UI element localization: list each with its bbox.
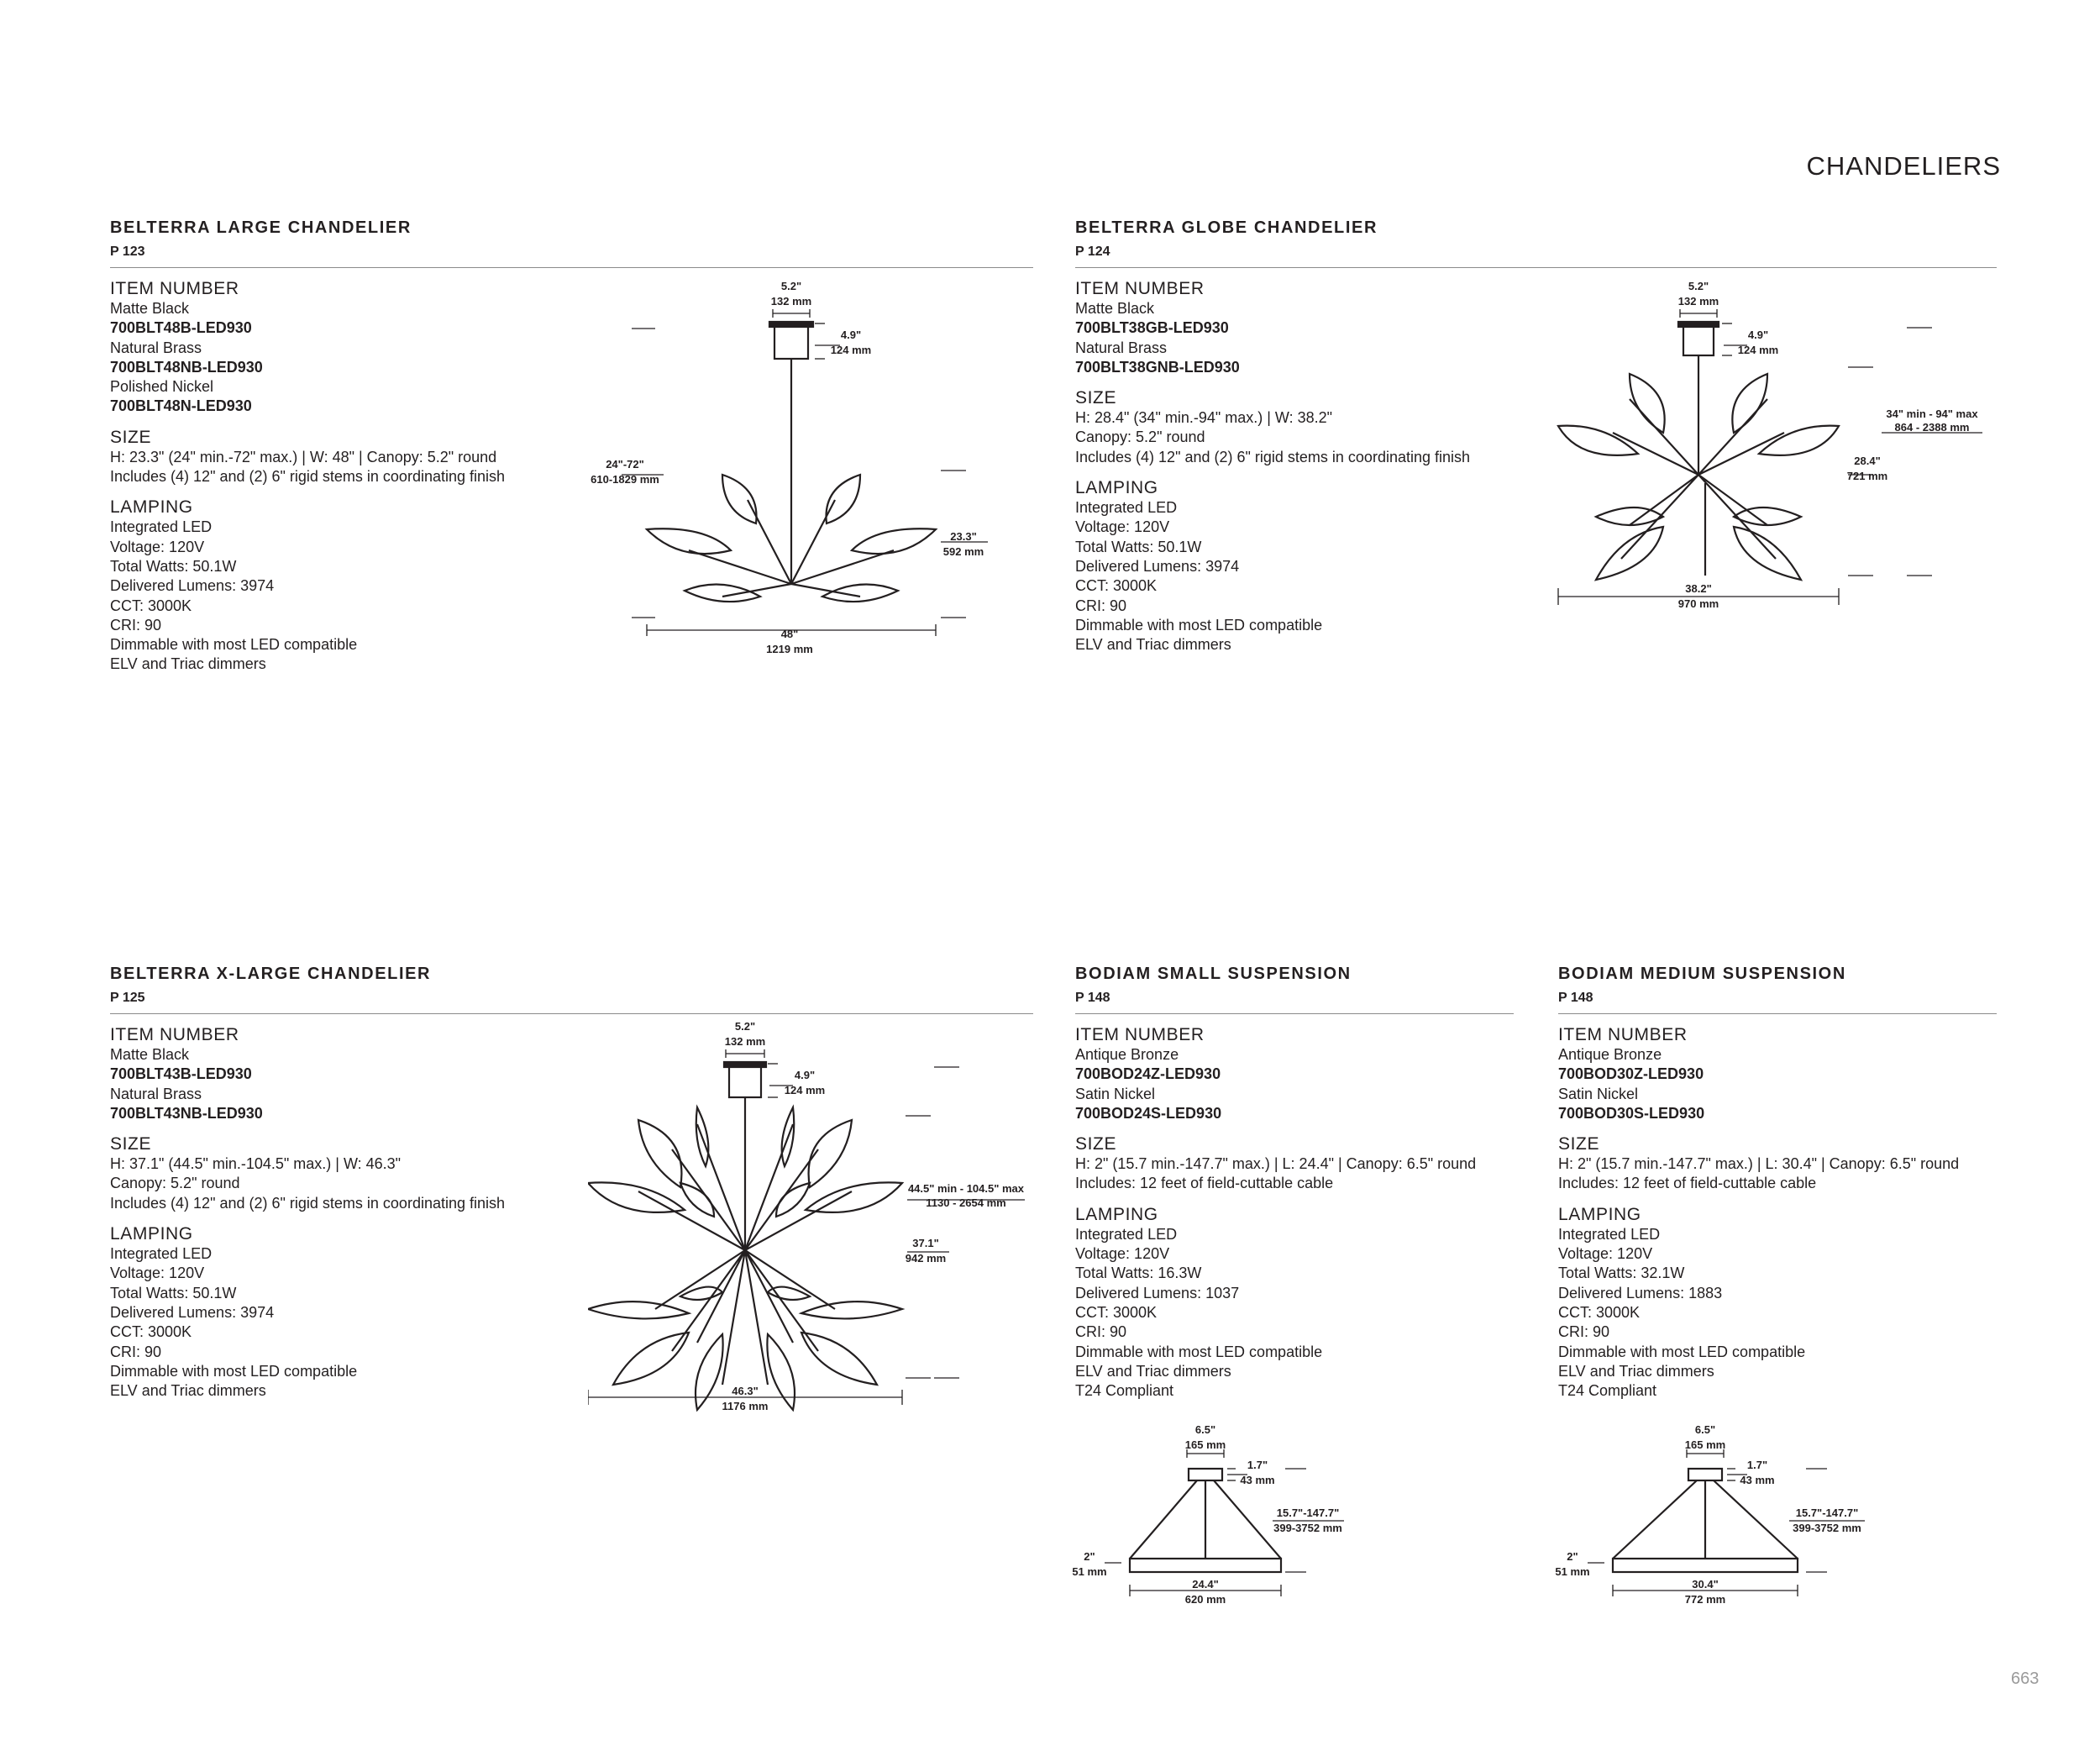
- dim-overall-height-mm: 399-3752 mm: [1793, 1522, 1861, 1534]
- finish-name: Antique Bronze: [1558, 1046, 1662, 1063]
- size-line: Includes (4) 12" and (2) 6" rigid stems in coordinating finish: [1075, 448, 1471, 465]
- finish-name: Satin Nickel: [1558, 1085, 1639, 1102]
- size-heading: SIZE: [110, 427, 152, 447]
- dim-canopy-height-in: 4.9": [1747, 329, 1769, 341]
- dim-overall-height-in: 15.7"-147.7": [1795, 1506, 1859, 1519]
- dim-overall-height-in: 44.5" min - 104.5" max: [907, 1182, 1025, 1195]
- finish-name: Natural Brass: [1075, 339, 1168, 356]
- divider: [1075, 267, 1997, 268]
- lamping-line: Total Watts: 50.1W: [1075, 538, 1202, 555]
- size-section: [1558, 1134, 1997, 1194]
- divider: [110, 1013, 1033, 1014]
- dim-height-mm: 592 mm: [942, 545, 984, 558]
- lamping-line: Dimmable with most LED compatible: [1075, 616, 1323, 634]
- product-title: BELTERRA X-LARGE CHANDELIER: [110, 965, 432, 983]
- page-number: 663: [2011, 1669, 2040, 1688]
- size-line: H: 37.1" (44.5" min.-104.5" max.) | W: 46.3": [110, 1155, 402, 1173]
- lamping-line: Integrated LED: [110, 518, 213, 536]
- product-title: BODIAM SMALL SUSPENSION: [1075, 965, 1352, 983]
- lamping-line: T24 Compliant: [1075, 1382, 1174, 1400]
- chandelier-drawing: [588, 273, 1008, 668]
- dim-width-in: 48": [780, 628, 799, 640]
- dim-width-mm: 1219 mm: [766, 643, 813, 655]
- dim-width-in: 46.3": [732, 1385, 759, 1397]
- lamping-line: Total Watts: 16.3W: [1075, 1265, 1202, 1282]
- lamping-line: CCT: 3000K: [110, 1323, 192, 1341]
- lamping-line: CCT: 3000K: [1075, 1303, 1158, 1321]
- lamping-line: CCT: 3000K: [1075, 577, 1158, 595]
- lamping-heading: LAMPING: [1075, 1204, 1158, 1224]
- product-bodiam-small: [1075, 963, 1514, 1412]
- lamping-line: Delivered Lumens: 1883: [1558, 1284, 1723, 1301]
- dim-overall-height-mm: 864 - 2388 mm: [1894, 421, 1970, 434]
- dim-canopy-height-mm: 124 mm: [1737, 344, 1779, 356]
- suspension-drawing: [1071, 1420, 1365, 1617]
- dim-height-in: 2": [1084, 1550, 1095, 1563]
- item-number-section: [1075, 1025, 1514, 1123]
- lamping-line: Integrated LED: [1075, 499, 1178, 517]
- lamping-line: Voltage: 120V: [1075, 1245, 1170, 1263]
- chandelier-drawing: [588, 1015, 1042, 1418]
- lamping-line: Integrated LED: [1558, 1225, 1661, 1243]
- category-title: CHANDELIERS: [1806, 151, 2001, 181]
- dim-overall-height-mm: 610-1829 mm: [591, 473, 659, 486]
- product-page-ref: P 124: [1075, 245, 1110, 259]
- size-line: H: 2" (15.7 min.-147.7" max.) | L: 24.4" | Canopy: 6.5" round: [1075, 1155, 1477, 1173]
- dim-height-in: 23.3": [950, 530, 977, 543]
- item-number-section: [1558, 1025, 1997, 1123]
- lamping-line: ELV and Triac dimmers: [1075, 636, 1231, 654]
- product-title: BELTERRA LARGE CHANDELIER: [110, 218, 412, 237]
- size-line: Includes: 12 feet of field-cuttable cable: [1075, 1175, 1334, 1192]
- dim-canopy-height-mm: 43 mm: [1740, 1474, 1775, 1486]
- lamping-line: Voltage: 120V: [1075, 518, 1170, 536]
- lamping-line: CRI: 90: [110, 616, 162, 634]
- size-line: Includes (4) 12" and (2) 6" rigid stems in coordinating finish: [110, 1194, 506, 1212]
- divider: [1558, 1013, 1997, 1014]
- dim-canopy-height-in: 1.7": [1247, 1459, 1268, 1471]
- lamping-line: ELV and Triac dimmers: [1558, 1362, 1714, 1380]
- item-code: 700BLT38GB-LED930: [1075, 319, 1229, 337]
- size-heading: SIZE: [110, 1134, 152, 1154]
- dim-width-mm: 620 mm: [1184, 1593, 1226, 1606]
- lamping-line: Integrated LED: [1075, 1225, 1178, 1243]
- lamping-line: CRI: 90: [1075, 1323, 1127, 1341]
- dim-canopy-height-in: 4.9": [840, 329, 862, 341]
- divider: [1075, 1013, 1514, 1014]
- dimension-drawing-belterra-large: [588, 273, 1008, 668]
- finish-name: Matte Black: [110, 1046, 190, 1063]
- lamping-line: Voltage: 120V: [110, 538, 205, 555]
- size-line: Canopy: 5.2" round: [1075, 429, 1205, 446]
- lamping-line: CRI: 90: [110, 1343, 162, 1360]
- size-heading: SIZE: [1558, 1134, 1600, 1154]
- lamping-line: Delivered Lumens: 3974: [110, 577, 275, 595]
- lamping-line: Total Watts: 32.1W: [1558, 1265, 1685, 1282]
- lamping-line: CCT: 3000K: [110, 597, 192, 614]
- dim-canopy-height-mm: 43 mm: [1240, 1474, 1275, 1486]
- dim-canopy-mm: 165 mm: [1684, 1438, 1726, 1451]
- lamping-heading: LAMPING: [110, 1224, 193, 1244]
- item-code: 700BOD30S-LED930: [1558, 1104, 1705, 1122]
- dim-overall-height-in: 34" min - 94" max: [1886, 408, 1978, 420]
- dim-overall-height-in: 15.7"-147.7": [1276, 1506, 1340, 1519]
- dim-canopy-mm: 132 mm: [770, 295, 812, 308]
- lamping-heading: LAMPING: [1075, 478, 1158, 498]
- item-code: 700BLT43B-LED930: [110, 1065, 252, 1083]
- lamping-line: Dimmable with most LED compatible: [110, 1362, 358, 1380]
- dim-canopy-mm: 132 mm: [1677, 295, 1719, 308]
- dim-canopy-height-in: 1.7": [1746, 1459, 1768, 1471]
- dim-width-mm: 1176 mm: [722, 1400, 769, 1412]
- dim-width-mm: 970 mm: [1677, 597, 1719, 610]
- size-line: H: 2" (15.7 min.-147.7" max.) | L: 30.4" | Canopy: 6.5" round: [1558, 1155, 1960, 1173]
- dim-height-mm: 51 mm: [1555, 1565, 1590, 1578]
- size-line: H: 28.4" (34" min.-94" max.) | W: 38.2": [1075, 409, 1333, 427]
- dim-height-in: 28.4": [1854, 455, 1881, 467]
- dim-width-in: 38.2": [1685, 582, 1712, 595]
- item-code: 700BOD30Z-LED930: [1558, 1065, 1704, 1083]
- dim-canopy-height-mm: 124 mm: [784, 1084, 826, 1096]
- lamping-line: Dimmable with most LED compatible: [1558, 1343, 1806, 1360]
- dim-overall-height-mm: 1130 - 2654 mm: [926, 1196, 1006, 1209]
- lamping-line: ELV and Triac dimmers: [110, 655, 266, 673]
- divider: [110, 267, 1033, 268]
- dim-canopy-mm: 165 mm: [1184, 1438, 1226, 1451]
- dim-canopy-in: 6.5": [1694, 1423, 1716, 1436]
- size-section: [1075, 1134, 1514, 1194]
- dimension-drawing-bodiam-medium: [1554, 1420, 1873, 1617]
- spec-block: [1558, 1025, 1997, 1401]
- finish-name: Natural Brass: [110, 1085, 202, 1102]
- dimension-drawing-belterra-globe: [1546, 273, 1982, 618]
- lamping-line: T24 Compliant: [1558, 1382, 1657, 1400]
- lamping-line: Total Watts: 50.1W: [110, 1284, 237, 1301]
- dim-width-mm: 772 mm: [1684, 1593, 1726, 1606]
- suspension-drawing: [1554, 1420, 1873, 1617]
- product-page-ref: P 148: [1075, 991, 1110, 1005]
- item-number-heading: ITEM NUMBER: [1075, 1025, 1205, 1044]
- dim-height-mm: 942 mm: [905, 1252, 947, 1265]
- dim-height-mm: 51 mm: [1072, 1565, 1107, 1578]
- dim-canopy-in: 6.5": [1194, 1423, 1216, 1436]
- product-page-ref: P 148: [1558, 991, 1593, 1005]
- size-line: Includes (4) 12" and (2) 6" rigid stems in coordinating finish: [110, 468, 506, 486]
- size-line: Canopy: 5.2" round: [110, 1175, 240, 1192]
- lamping-heading: LAMPING: [1558, 1204, 1641, 1224]
- item-number-heading: ITEM NUMBER: [110, 279, 239, 298]
- lamping-line: CRI: 90: [1075, 597, 1127, 614]
- lamping-section: [1075, 1205, 1514, 1401]
- lamping-line: Delivered Lumens: 3974: [1075, 557, 1240, 575]
- dim-canopy-height-in: 4.9": [794, 1069, 816, 1081]
- item-code: 700BLT48NB-LED930: [110, 358, 263, 376]
- finish-name: Matte Black: [110, 300, 190, 317]
- item-code: 700BLT38GNB-LED930: [1075, 358, 1240, 376]
- lamping-line: CCT: 3000K: [1558, 1303, 1641, 1321]
- item-number-heading: ITEM NUMBER: [1075, 279, 1205, 298]
- lamping-line: Delivered Lumens: 1037: [1075, 1284, 1240, 1301]
- size-line: Includes: 12 feet of field-cuttable cable: [1558, 1175, 1817, 1192]
- dim-canopy-height-mm: 124 mm: [830, 344, 872, 356]
- size-line: H: 23.3" (24" min.-72" max.) | W: 48" | Canopy: 5.2" round: [110, 448, 497, 465]
- item-number-heading: ITEM NUMBER: [1558, 1025, 1688, 1044]
- finish-name: Antique Bronze: [1075, 1046, 1179, 1063]
- product-page-ref: P 125: [110, 991, 145, 1005]
- dim-height-in: 2": [1567, 1550, 1578, 1563]
- size-heading: SIZE: [1075, 1134, 1117, 1154]
- dim-overall-height-in: 24"-72": [606, 458, 644, 471]
- item-code: 700BLT48B-LED930: [110, 319, 252, 337]
- lamping-line: Voltage: 120V: [1558, 1245, 1653, 1263]
- lamping-line: Voltage: 120V: [110, 1265, 205, 1282]
- lamping-line: ELV and Triac dimmers: [110, 1382, 266, 1400]
- lamping-line: Total Watts: 50.1W: [110, 557, 237, 575]
- dim-height-mm: 721 mm: [1846, 470, 1888, 482]
- lamping-line: Delivered Lumens: 3974: [110, 1303, 275, 1321]
- dim-canopy-mm: 132 mm: [724, 1035, 766, 1048]
- dim-canopy-in: 5.2": [1688, 280, 1709, 292]
- dim-overall-height-mm: 399-3752 mm: [1273, 1522, 1342, 1534]
- product-page-ref: P 123: [110, 245, 145, 259]
- chandelier-drawing: [1546, 273, 1982, 618]
- lamping-line: Dimmable with most LED compatible: [110, 636, 358, 654]
- dim-height-in: 37.1": [912, 1237, 939, 1249]
- item-code: 700BLT48N-LED930: [110, 397, 252, 415]
- dimension-drawing-bodiam-small: [1071, 1420, 1365, 1617]
- spec-block: [1075, 1025, 1514, 1401]
- lamping-line: CRI: 90: [1558, 1323, 1610, 1341]
- lamping-line: Integrated LED: [110, 1245, 213, 1263]
- product-title: BELTERRA GLOBE CHANDELIER: [1075, 218, 1378, 237]
- size-heading: SIZE: [1075, 388, 1117, 408]
- dimension-drawing-belterra-x-large: [588, 1015, 1042, 1418]
- dim-width-in: 24.4": [1192, 1578, 1219, 1591]
- item-number-heading: ITEM NUMBER: [110, 1025, 239, 1044]
- finish-name: Polished Nickel: [110, 378, 214, 396]
- finish-name: Natural Brass: [110, 339, 202, 356]
- item-code: 700BLT43NB-LED930: [110, 1104, 263, 1122]
- lamping-section: [1558, 1205, 1997, 1401]
- finish-name: Satin Nickel: [1075, 1085, 1156, 1102]
- product-bodiam-medium: [1558, 963, 1997, 1412]
- finish-name: Matte Black: [1075, 300, 1155, 317]
- lamping-line: ELV and Triac dimmers: [1075, 1362, 1231, 1380]
- lamping-line: Dimmable with most LED compatible: [1075, 1343, 1323, 1360]
- product-title: BODIAM MEDIUM SUSPENSION: [1558, 965, 1846, 983]
- dim-canopy-in: 5.2": [780, 280, 802, 292]
- lamping-heading: LAMPING: [110, 497, 193, 518]
- dim-canopy-in: 5.2": [734, 1020, 756, 1033]
- item-code: 700BOD24Z-LED930: [1075, 1065, 1221, 1083]
- item-code: 700BOD24S-LED930: [1075, 1104, 1222, 1122]
- dim-width-in: 30.4": [1692, 1578, 1719, 1591]
